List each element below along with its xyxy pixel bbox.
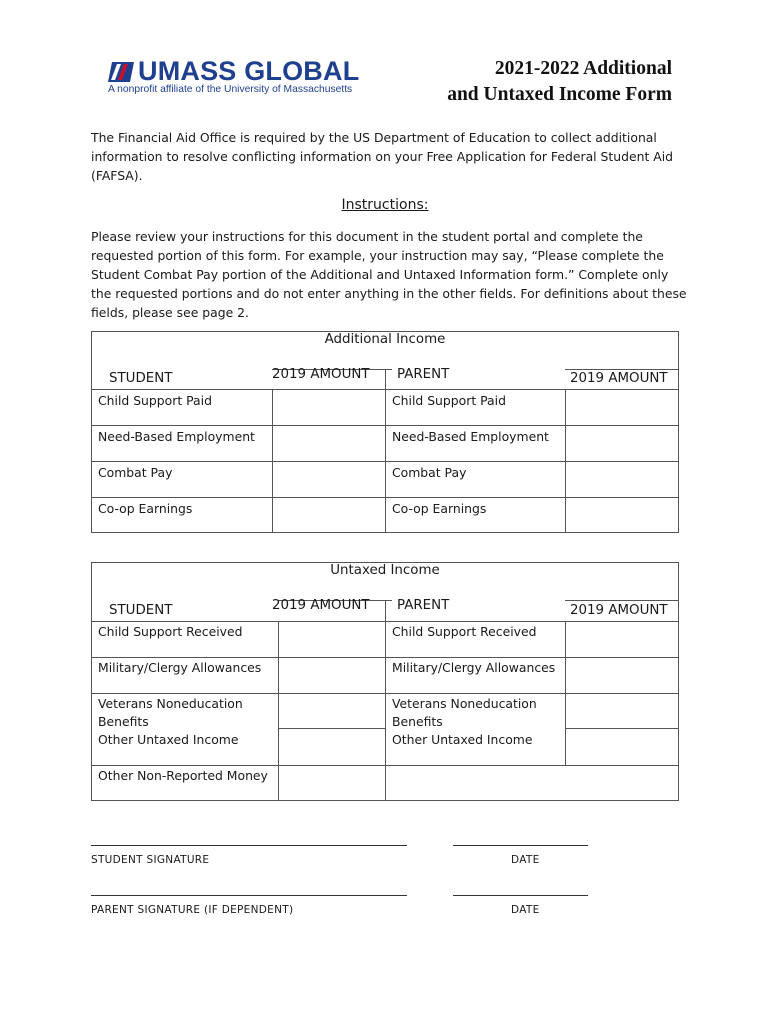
intro-paragraph: The Financial Aid Office is required by the US Department of Education to collect additional information to resolve conflicting information on your Free Application for Federal Student Aid (FAFSA). — [91, 130, 674, 183]
student-row-label: Military/Clergy Allowances — [98, 660, 262, 675]
additional-income-table — [91, 331, 679, 533]
student-row-label: Co-op Earnings — [98, 501, 193, 516]
parent-row-label: Child Support Received — [392, 624, 537, 639]
amount-header-student: 2019 AMOUNT — [272, 367, 370, 382]
parent-amount-field[interactable] — [566, 622, 678, 656]
instructions-text: Please review your instructions for this document in the student portal and complete the requested portion of this form. For example, your instruction may say, “Please complete the Student Combat Pay portion of the Additional and Untaxed Information form.” Complete only the requested portions and do not enter anything in the other fields. For definitions about these fields, please see page 2. — [91, 229, 687, 320]
parent-amount-field[interactable] — [566, 390, 678, 424]
student-amount-field[interactable] — [279, 766, 384, 800]
student-signature-label: STUDENT SIGNATURE — [91, 854, 210, 866]
parent-amount-field[interactable] — [566, 426, 678, 460]
parent-row-label: Need-Based Employment — [392, 429, 549, 444]
date-label: DATE — [511, 904, 540, 916]
student-amount-field[interactable] — [279, 694, 384, 727]
student-header: STUDENT — [109, 603, 173, 618]
student-header: STUDENT — [109, 371, 173, 386]
parent-amount-field[interactable] — [566, 498, 678, 532]
logo-tagline: A nonprofit affiliate of the University of Massachusetts — [108, 84, 353, 95]
student-amount-field[interactable] — [273, 462, 384, 496]
instructions-heading: Instructions: — [341, 197, 429, 213]
student-row-label: Child Support Received — [98, 624, 243, 639]
parent-row-label: Co-op Earnings — [392, 501, 487, 516]
parent-amount-field[interactable] — [566, 462, 678, 496]
date-label: DATE — [511, 854, 540, 866]
student-row-label: Child Support Paid — [98, 393, 212, 408]
logo-wordmark: UMASS GLOBAL — [138, 56, 360, 86]
amount-header-parent: 2019 AMOUNT — [570, 371, 668, 386]
student-row-label: Need-Based Employment — [98, 429, 255, 444]
parent-amount-field[interactable] — [566, 658, 678, 692]
parent-row-label: Child Support Paid — [392, 393, 506, 408]
form-title-line-1: 2021-2022 Additional — [494, 58, 672, 79]
student-date-line[interactable] — [453, 845, 588, 846]
parent-amount-field[interactable] — [566, 729, 678, 764]
amount-header-parent: 2019 AMOUNT — [570, 603, 668, 618]
student-row-label: Veterans Noneducation Benefits — [98, 696, 243, 729]
student-amount-field[interactable] — [279, 658, 384, 692]
form-title — [447, 56, 672, 108]
untaxed-income-title: Untaxed Income — [330, 563, 440, 578]
parent-header: PARENT — [397, 367, 450, 382]
student-row-label: Combat Pay — [98, 465, 173, 480]
parent-row-label: Other Untaxed Income — [392, 732, 533, 747]
parent-amount-field[interactable] — [566, 694, 678, 727]
student-amount-field[interactable] — [273, 498, 384, 532]
student-signature-line[interactable] — [91, 845, 407, 846]
parent-signature-label: PARENT SIGNATURE (IF DEPENDENT) — [91, 904, 294, 916]
form-title-line-2: and Untaxed Income Form — [447, 84, 672, 105]
parent-header: PARENT — [397, 598, 450, 613]
parent-row-label: Veterans Noneducation Benefits — [392, 696, 537, 729]
parent-date-line[interactable] — [453, 895, 588, 896]
student-row-label: Other Untaxed Income — [98, 732, 239, 747]
parent-signature-line[interactable] — [91, 895, 407, 896]
student-amount-field[interactable] — [273, 390, 384, 424]
student-amount-field[interactable] — [279, 622, 384, 656]
additional-income-title: Additional Income — [324, 332, 446, 347]
untaxed-income-table — [91, 562, 679, 801]
amount-header-student: 2019 AMOUNT — [272, 598, 370, 613]
parent-row-label: Combat Pay — [392, 465, 467, 480]
student-amount-field[interactable] — [273, 426, 384, 460]
umass-logo-mark-icon — [108, 62, 134, 82]
student-row-label: Other Non-Reported Money — [98, 768, 268, 783]
student-amount-field[interactable] — [279, 729, 384, 764]
parent-row-label: Military/Clergy Allowances — [392, 660, 556, 675]
